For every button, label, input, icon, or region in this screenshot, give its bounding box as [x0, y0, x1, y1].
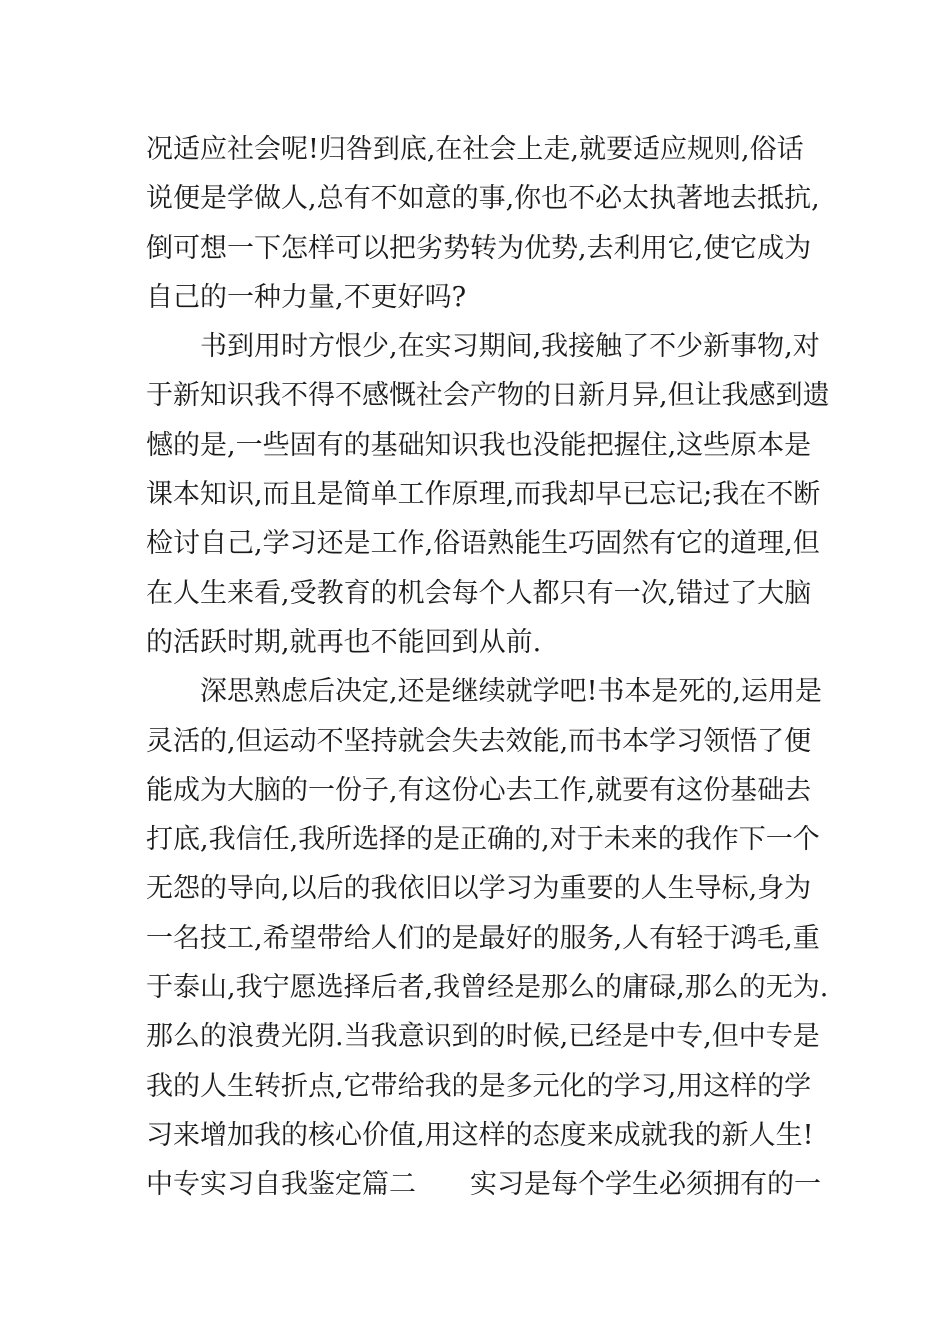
text-line: 憾的是,一些固有的基础知识我也没能把握住,这些原本是 — [146, 429, 812, 461]
text-line: 于泰山,我宁愿选择后者,我曾经是那么的庸碌,那么的无为. — [146, 972, 829, 1004]
text-line: 况适应社会呢!归咎到底,在社会上走,就要适应规则,俗话 — [146, 134, 804, 165]
text-line: 课本知识,而且是简单工作原理,而我却早已忘记;我在不断 — [146, 479, 821, 511]
section-heading-line: 中专实习自我鉴定篇二 实习是每个学生必须拥有的一 — [146, 1169, 821, 1201]
text-line: 无怨的导向,以后的我依旧以学习为重要的人生导标,身为 — [146, 873, 812, 905]
text-line: 那么的浪费光阴.当我意识到的时候,已经是中专,但中专是 — [146, 1021, 820, 1053]
text-line: 检讨自己,学习还是工作,俗语熟能生巧固然有它的道理,但 — [146, 528, 820, 560]
text-line: 在人生来看,受教育的机会每个人都只有一次,错过了大脑 — [146, 577, 812, 609]
text-line: 于新知识我不得不感慨社会产物的日新月异,但让我感到遗 — [146, 380, 830, 412]
text-line: 倒可想一下怎样可以把劣势转为优势,去利用它,使它成为 — [146, 232, 812, 264]
body-text — [146, 125, 830, 1210]
text-line: 能成为大脑的一份子,有这份心去工作,就要有这份基础去 — [146, 774, 812, 806]
paragraph-start-line: 书到用时方恨少,在实习期间,我接触了不少新事物,对 — [200, 331, 820, 363]
text-line: 的活跃时期,就再也不能回到从前. — [146, 626, 542, 658]
text-line: 灵活的,但运动不坚持就会失去效能,而书本学习领悟了便 — [146, 725, 812, 757]
text-line: 说便是学做人,总有不如意的事,你也不必太执著地去抵抗, — [146, 183, 820, 215]
text-line: 一名技工,希望带给人们的是最好的服务,人有轻于鸿毛,重 — [146, 922, 820, 954]
text-line: 自己的一种力量,不更好吗? — [146, 281, 467, 313]
text-line: 习来增加我的核心价值,用这样的态度来成就我的新人生! — [146, 1119, 814, 1151]
text-line: 打底,我信任,我所选择的是正确的,对于未来的我作下一个 — [146, 824, 820, 856]
paragraph-start-line: 深思熟虑后决定,还是继续就学吧!书本是死的,运用是 — [200, 676, 823, 708]
text-line: 我的人生转折点,它带给我的是多元化的学习,用这样的学 — [146, 1070, 812, 1102]
